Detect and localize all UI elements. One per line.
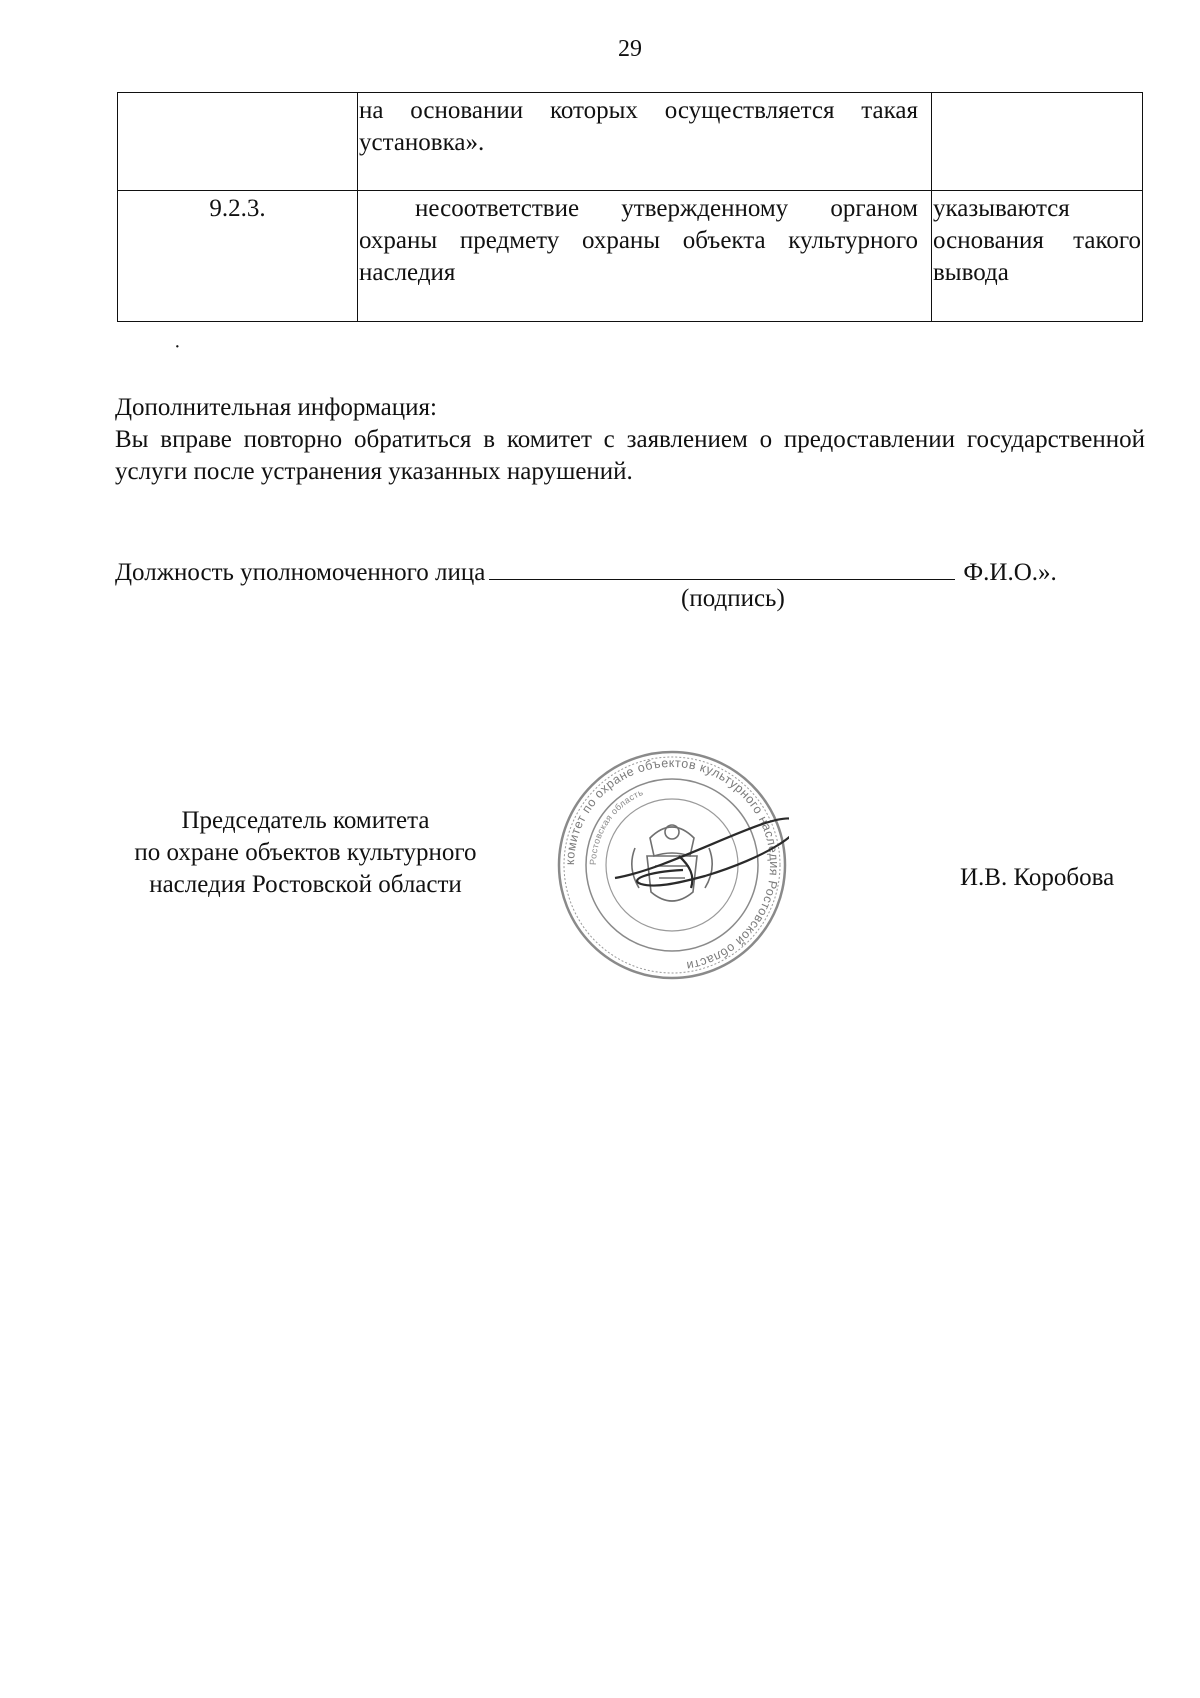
chairman-name: И.В. Коробова [960, 864, 1115, 891]
table-row [118, 191, 1143, 322]
chairman-title [108, 805, 503, 901]
position-label: Должность уполномоченного лица [115, 559, 486, 586]
table-cell-text-content: на основании которых осуществляется такая установка». [359, 97, 918, 156]
fio-label: Ф.И.О.». [963, 559, 1057, 586]
table-cell-number [118, 93, 358, 191]
signature-line [115, 555, 1155, 589]
table-cell-text-content: несоответствие утвержденному органом охраны предмету охраны объекта культурного наследия [359, 195, 918, 286]
additional-info-heading: Дополнительная информация: [115, 394, 437, 421]
table-cell-number [118, 191, 358, 322]
signature-underline [489, 555, 955, 580]
additional-info-body: Вы вправе повторно обратиться в комитет с заявлением о предоставлении государственной услуги после устранения указанных нарушений. [115, 426, 1145, 485]
table-cell-note [932, 191, 1143, 322]
requirements-table [117, 92, 1143, 322]
seal-inner-text: Ростовская область [587, 787, 645, 866]
table-cell-note-content: указываются основания такого вывода [933, 195, 1141, 286]
additional-info [115, 392, 1145, 488]
stray-dot: · [174, 336, 181, 358]
table-row [118, 93, 1143, 191]
official-seal [555, 748, 789, 982]
table-cell-note [932, 93, 1143, 191]
chairman-title-line: наследия Ростовской области [149, 871, 462, 898]
table-cell-text [358, 93, 932, 191]
table-cell-number-content: 9.2.3. [209, 195, 266, 222]
seal-outer-text: комитет по охране объектов культурного наследия Ростовской области [562, 755, 782, 973]
signature-caption: (подпись) [681, 585, 785, 612]
chairman-title-line: по охране объектов культурного [134, 839, 477, 866]
chairman-title-line: Председатель комитета [181, 807, 430, 834]
page-number: 29 [618, 36, 642, 62]
table-cell-text [358, 191, 932, 322]
coat-of-arms-emblem [632, 825, 712, 901]
